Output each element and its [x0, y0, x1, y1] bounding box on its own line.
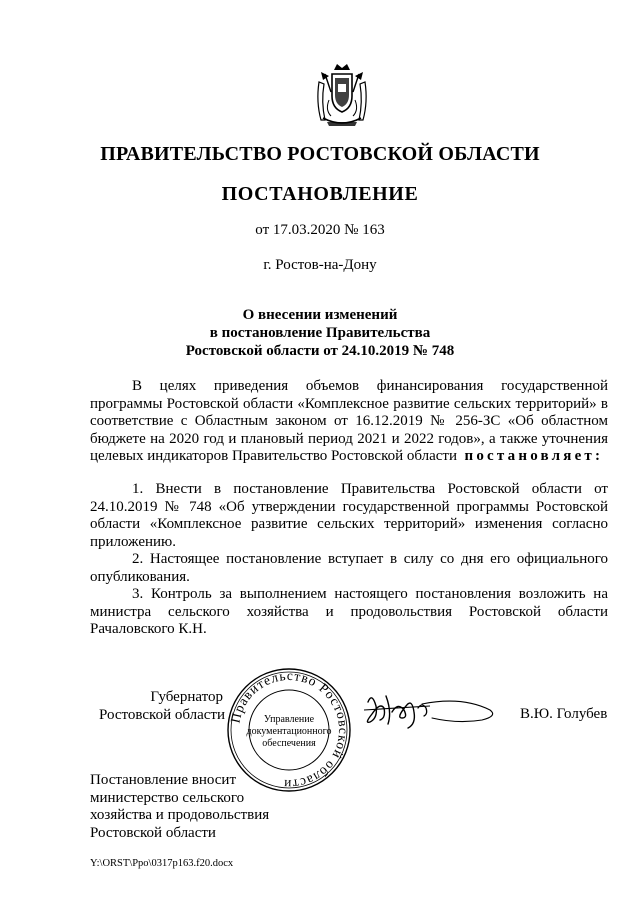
stamp-center-line: документационного: [246, 726, 332, 737]
stamp-center-line: обеспечения: [262, 738, 316, 749]
coat-of-arms-icon: [311, 62, 373, 130]
title-line: О внесении изменений: [242, 307, 398, 323]
position-line: Губернатор: [150, 689, 223, 705]
preamble-paragraph: [90, 378, 608, 466]
file-path: Y:\ORST\Ppo\0317p163.f20.docx: [90, 858, 234, 869]
submitter-note: [90, 772, 290, 842]
document-title: [0, 306, 640, 360]
stamp-center-line: Управление: [263, 714, 315, 725]
title-line: в постановление Правительства: [209, 325, 431, 341]
signatory-name: В.Ю. Голубев: [520, 706, 608, 722]
decree-word: постановляет:: [464, 448, 604, 465]
note-line: Постановление вносит: [90, 772, 237, 788]
signatory-position: [95, 688, 225, 724]
item-3-paragraph: 3. Контроль за выполнением настоящего постановления возложить на министра сельского хозяйства и продовольствия Ростовской области Рачаловского К.Н.: [90, 586, 608, 638]
item-1-paragraph: 1. Внести в постановление Правительства Ростовской области от 24.10.2019 № 748 «Об утверждении государственной программы Ростовской области «Комплексное развитие сельских территорий» изменения согласно приложению.: [90, 481, 608, 550]
title-line: Ростовской области от 24.10.2019 № 748: [185, 343, 455, 359]
handwritten-signature-icon: [362, 688, 502, 734]
date-and-number: от 17.03.2020 № 163: [255, 222, 385, 238]
government-name: ПРАВИТЕЛЬСТВО РОСТОВСКОЙ ОБЛАСТИ: [100, 143, 540, 165]
note-line: министерство сельского: [90, 789, 245, 806]
city: г. Ростов-на-Дону: [263, 257, 377, 273]
item-2-paragraph: 2. Настоящее постановление вступает в силу со дня его официального опубликования.: [90, 551, 608, 585]
preamble-text: В целях приведения объемов финансирования государственной программы Ростовской области «Комплексное развитие сельских территорий» в соответствие с Областным законом от 16.12.2019 № 256-ЗС «Об областном бюджете на 2020 год и плановый период 2021 и 2022 годов», а также уточнения целевых индикаторов Правительство Ростовской области: [90, 378, 608, 465]
document-type: ПОСТАНОВЛЕНИЕ: [221, 183, 419, 205]
note-line: хозяйства и продовольствия: [90, 807, 270, 824]
position-line: Ростовской области: [99, 707, 225, 723]
stamp-ring-text: Правительство Ростовской области: [227, 667, 352, 793]
note-line: Ростовской области: [90, 824, 216, 841]
